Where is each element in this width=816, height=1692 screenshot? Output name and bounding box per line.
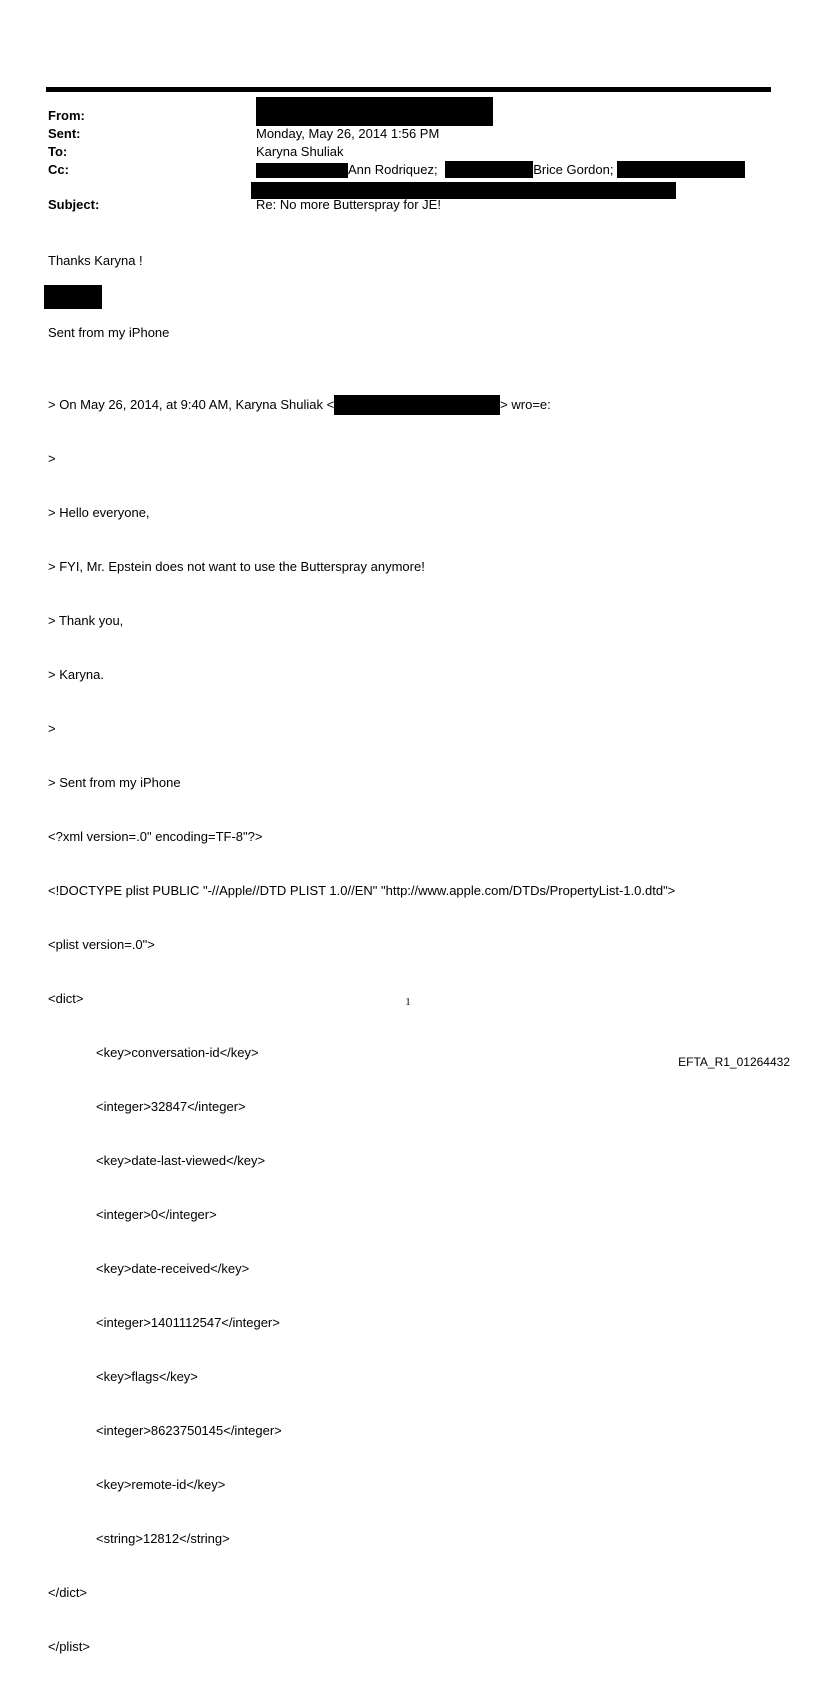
xml-close-line: </dict> xyxy=(48,1585,88,1600)
subject-value: Re: No more Butterspray for JE! xyxy=(256,197,441,212)
xml-indented-line: <integer>32847</integer> xyxy=(96,1099,246,1114)
xml-indented-line: <key>date-received</key> xyxy=(96,1261,250,1276)
sent-value: Monday, May 26, 2014 1:56 PM xyxy=(256,126,440,141)
xml-line: <plist version=.0"> xyxy=(48,937,155,952)
quoted-message xyxy=(48,360,675,1692)
xml-indented-line: <key>conversation-id</key> xyxy=(96,1045,259,1060)
sent-from-line: Sent from my iPhone xyxy=(48,325,170,340)
xml-indented-line: <integer>0</integer> xyxy=(96,1207,217,1222)
cc-part2: Brice Gordon; xyxy=(533,162,614,177)
quote-intro xyxy=(48,396,675,414)
cc-row-continued xyxy=(48,179,768,197)
quote-line: > FYI, Mr. Epstein does not want to use the Butterspray anymore! xyxy=(48,559,425,574)
xml-indented-line: <integer>1401112547</integer> xyxy=(96,1315,280,1330)
cc-row xyxy=(48,161,768,179)
redaction-cc-3 xyxy=(617,161,745,178)
sent-label: Sent: xyxy=(48,126,81,141)
quote-line: > Karyna. xyxy=(48,667,105,682)
to-row xyxy=(48,143,768,161)
xml-indented-line: <key>date-last-viewed</key> xyxy=(96,1153,266,1168)
cc-part1: Ann Rodriquez; xyxy=(348,162,438,177)
sent-row xyxy=(48,125,768,143)
xml-line: <!DOCTYPE plist PUBLIC "-//Apple//DTD PLIST 1.0//EN" "http://www.apple.com/DTDs/PropertyList-1.0.dtd"> xyxy=(48,883,676,898)
xml-indented-line: <integer>8623750145</integer> xyxy=(96,1423,282,1438)
redaction-cc-1 xyxy=(256,163,348,178)
quote-line: > xyxy=(48,451,56,466)
subject-label: Subject: xyxy=(48,197,100,212)
cc-label: Cc: xyxy=(48,162,69,177)
quote-line: > Hello everyone, xyxy=(48,505,150,520)
redaction-signature xyxy=(44,285,102,309)
header-rule xyxy=(46,87,771,92)
quote-intro-start: > On May 26, 2014, at 9:40 AM, Karyna Shuliak < xyxy=(48,397,335,412)
page-number: 1 xyxy=(405,996,411,1008)
subject-row xyxy=(48,196,768,214)
redaction-cc-2 xyxy=(445,161,533,178)
from-label: From: xyxy=(48,108,85,123)
redaction-email xyxy=(334,395,500,415)
greeting: Thanks Karyna ! xyxy=(48,253,143,268)
to-value: Karyna Shuliak xyxy=(256,144,344,159)
xml-line: <?xml version=.0" encoding=TF-8"?> xyxy=(48,829,263,844)
document-id: EFTA_R1_01264432 xyxy=(678,1055,790,1069)
cc-value xyxy=(256,161,745,179)
email-header xyxy=(48,107,768,214)
xml-indented-line: <key>remote-id</key> xyxy=(96,1477,226,1492)
quote-intro-end: > wro=e: xyxy=(500,397,551,412)
from-row xyxy=(48,107,768,125)
xml-close-line: </plist> xyxy=(48,1639,90,1654)
xml-line: <dict> xyxy=(48,991,84,1006)
xml-indented-line: <key>flags</key> xyxy=(96,1369,198,1384)
quote-line: > Thank you, xyxy=(48,613,124,628)
quote-line: > xyxy=(48,721,56,736)
to-label: To: xyxy=(48,144,68,159)
quote-line: > Sent from my iPhone xyxy=(48,775,181,790)
xml-indented-line: <string>12812</string> xyxy=(96,1531,230,1546)
